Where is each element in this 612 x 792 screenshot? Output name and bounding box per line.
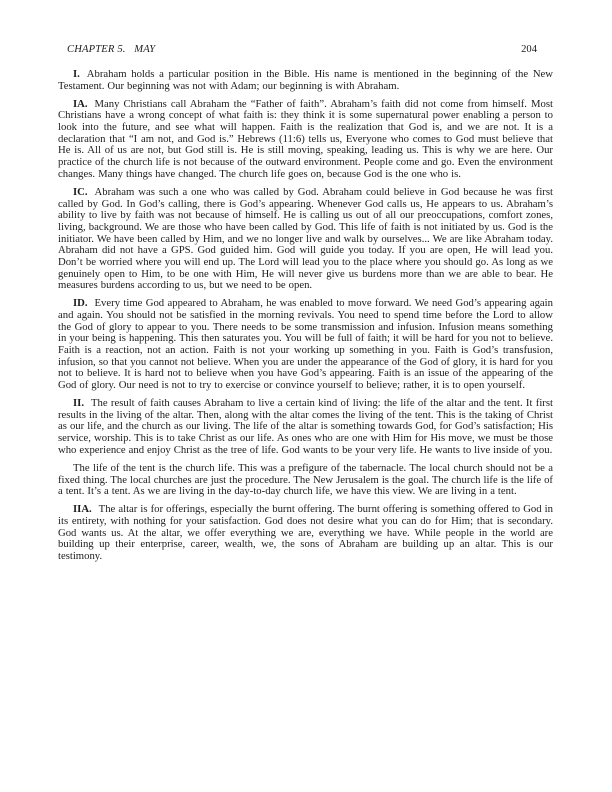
paragraph-label-IIA: IIA. (73, 503, 92, 516)
paragraph-IA (58, 99, 553, 181)
paragraph-II (58, 398, 553, 456)
paragraph-label-ID: ID. (73, 297, 88, 310)
paragraph-text: Many Christians call Abraham the “Father of faith”. Abraham’s faith did not come from himself. Most Christians have a wrong concept of what faith is: they think it is some supernatural power enabling a person to look into the future, and see what will happen. Faith is the realization that God is, and we are not. It is a declaration that “I am not, and God is.” Hebrews (11:6) tells us, Everyone who comes to God must believe that He is. All of us are not, but God still is. He is still moving, speaking, leading us. This is why we are here. Our practice of the church life is not because of the outward environment. People come and go. Even the environment changes. Many things have changed. The church life goes on, because God is the one who is. (58, 97, 553, 180)
paragraph-IIA (58, 504, 553, 562)
running-header (67, 44, 537, 56)
paragraph-I (58, 69, 553, 92)
page-number: 204 (521, 44, 537, 55)
paragraph-tent (58, 463, 553, 498)
chapter-number-label: CHAPTER 5. (67, 44, 126, 55)
running-header-chapter (67, 44, 155, 56)
paragraph-text: The altar is for offerings, especially the burnt offering. The burnt offering is something offered to God in its entirety, with nothing for your satisfaction. God does not desire what you can do for Him; that is secondary. God wants us. At the altar, we offer everything we are, everything we have. While people in the world are building up their enterprise, career, wealth, we, the sons of Abraham are building up an altar. This is our testimony. (58, 503, 553, 562)
paragraph-text: Abraham holds a particular position in the Bible. His name is mentioned in the beginning of the New Testament. Our beginning was not with Adam; our beginning is with Abraham. (58, 68, 553, 92)
paragraph-label-I: I. (73, 68, 80, 80)
paragraph-text: Abraham was such a one who was called by God. Abraham could believe in God because he was first called by God. In God’s calling, there is God’s appearing. Whenever God calls us, He appears to us. Abraham’s ability to live by faith was not because of himself. He is calling us out of all our preoccupations, comfort zones, living, background. We are those who have been called by God. This life of faith is not initiated by us. God is the initiator. We have been called by Him, and we no longer live and walk by ourselves... We are like Abraham today. Abraham did not have a GPS. God guided him. God will guide you today. If you are open, He will lead you. Don’t be worried where you will end up. The Lord will lead you to the place where you should go. As long as we genuinely open to Him, to be one with Him, He will never give us burdens more than we are able to bear. He measures burdens according to us, but we need to be open. (58, 185, 553, 292)
chapter-title: MAY (134, 44, 156, 55)
paragraph-text: The life of the tent is the church life. This was a prefigure of the tabernacle. The local church should not be a fixed thing. The local churches are just the procedure. The New Jerusalem is the goal. The church life is the life of a tent. It’s a tent. As we are living in the day-to-day church life, we have this view. We are living in a tent. (58, 461, 553, 498)
paragraph-text: The result of faith causes Abraham to live a certain kind of living: the life of the altar and the tent. It first results in the living of the altar. Then, along with the altar comes the living of the tent. This is the taking of Christ as our life, and the church as our living. The life of the altar is something towards God, for God’s satisfaction; His service, worship. This is to take Christ as our life. As ones who are one with Him for His move, we must be those who experience and enjoy Christ as the tree of life. God wants to be your very life. He wants to live inside of you. (58, 397, 553, 456)
paragraph-label-IC: IC. (73, 185, 88, 198)
paragraph-label-II: II. (73, 397, 84, 410)
paragraph-IC (58, 187, 553, 292)
paragraph-label-IA: IA. (73, 97, 88, 110)
paragraph-text: Every time God appeared to Abraham, he was enabled to move forward. We need God’s appearing again and again. You should not be satisfied in the morning revivals. You need to spend time before the Lord to allow the God of glory to appear to you. There needs to be some transmission and infusion. Infusion means something in your being is happening. This then saturates you. You will be full of faith; it will be hard for you not to believe. Faith is a reaction, not an action. Faith is not your working up something in you. Faith is God’s transfusion, infusion, so that you cannot not believe. When you are under the appearance of the God of glory, it is hard for you not to believe. It is hard not to believe when you have God’s appearing. Faith is an issue of the appearing of the God of glory. Our need is not to try to exercise or convince yourself to believe; rather, it is to open yourself. (58, 297, 553, 391)
page-body (58, 69, 553, 569)
paragraph-ID (58, 298, 553, 391)
